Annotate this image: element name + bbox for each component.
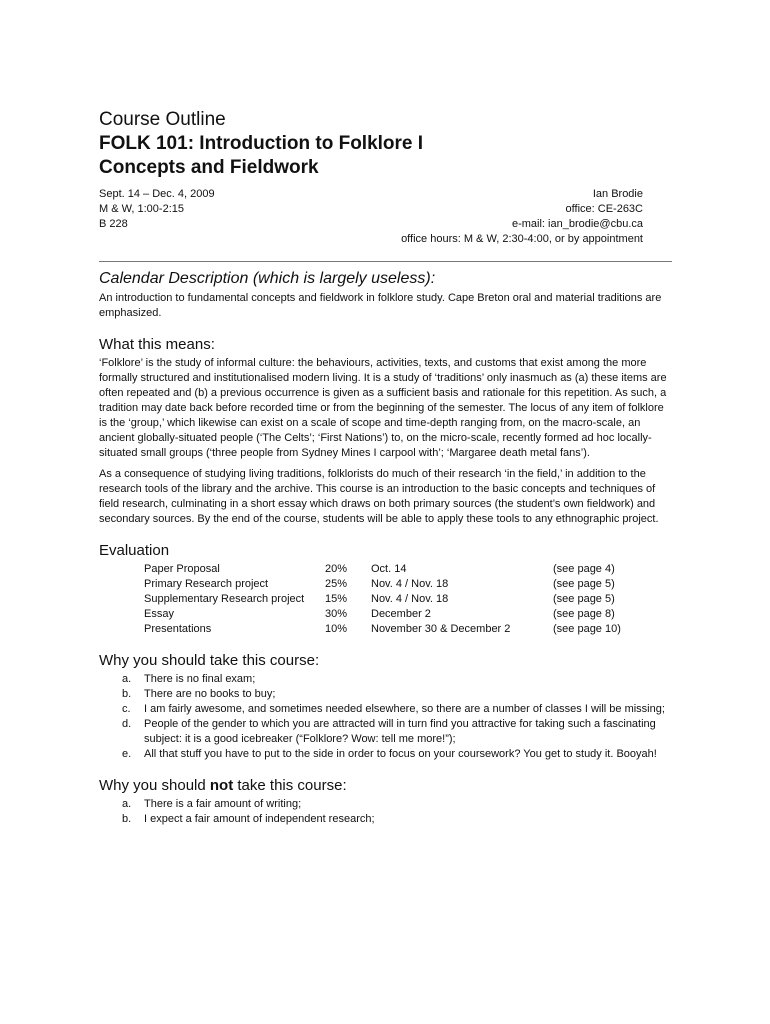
list-item — [99, 797, 672, 812]
eval-item: Primary Research project — [144, 578, 269, 590]
list-item — [99, 747, 672, 762]
instructor-block — [401, 187, 643, 247]
course-schedule: M & W, 1:00-2:15 — [99, 203, 184, 215]
instructor-email: e-mail: ian_brodie@cbu.ca — [511, 218, 643, 230]
list-item-label: a. — [122, 798, 132, 810]
eval-page-ref: (see page 5) — [553, 593, 615, 605]
list-item-text: I expect a fair amount of independent research; — [144, 813, 375, 825]
not-take-heading-pre: Why you should — [99, 777, 210, 794]
list-item — [99, 687, 672, 702]
list-item-label: c. — [122, 703, 131, 715]
course-dates: Sept. 14 – Dec. 4, 2009 — [99, 188, 215, 200]
means-paragraph-1: ‘Folklore’ is the study of informal culture: the behaviours, activities, texts, and customs that exist among the more formally structured and institutionalised modern living. It is a study of ‘traditions’ only inasmuch as (a) these items are often repeated and (b) a previous occurrence is given as a sufficient basis and rationale for this repetition. As such, a tradition may date back before recorded time or from the beginning of the semester. The locus of any item of folklore is the ‘group,’ which likewise can exist on a scale of scope and time-depth ranging from, on the macro-scale, an ancient globally-situated people (‘The Celts’; ‘First Nations’) to, on the micro-scale, recently formed ad hoc locally-situated small groups (‘three people from Sydney Mines I carpool with’; ‘Margaree death metal fans’). — [99, 357, 667, 459]
means-paragraph-2: As a consequence of studying living traditions, folklorists do much of their research ‘in the field,’ in addition to the research tools of the library and the archive. This course is an introduction to the basic concepts and techniques of field research, culminating in a short essay which draws on both primary sources (the student’s own fieldwork) and secondary sources. By the end of the course, students will be able to apply these tools to any ethnographic project. — [99, 468, 659, 525]
not-take-heading-emphasis: not — [209, 777, 234, 794]
calendar-description: An introduction to fundamental concepts and fieldwork in folklore study. Cape Breton oral and material traditions are emphasized. — [99, 292, 662, 319]
eval-date: December 2 — [371, 608, 431, 620]
eval-date: November 30 & December 2 — [371, 623, 511, 635]
eval-weight: 10% — [325, 623, 348, 635]
evaluation-heading: Evaluation — [99, 542, 170, 559]
table-row — [144, 577, 633, 592]
list-item-text: All that stuff you have to put to the side in order to focus on your coursework? You get to study it. Booyah! — [144, 748, 657, 760]
list-item — [99, 717, 672, 747]
eval-weight: 25% — [325, 578, 348, 590]
document-page — [99, 108, 672, 827]
not-take-heading-post: take this course: — [233, 777, 347, 794]
table-row — [144, 592, 633, 607]
course-title-line2: Concepts and Fieldwork — [99, 157, 319, 178]
eval-item: Supplementary Research project — [144, 593, 305, 605]
eval-weight: 30% — [325, 608, 348, 620]
eval-item: Paper Proposal — [144, 563, 220, 575]
instructor-office: office: CE-263C — [565, 203, 643, 215]
eval-date: Nov. 4 / Nov. 18 — [371, 593, 449, 605]
evaluation-table — [144, 562, 633, 637]
instructor-name: Ian Brodie — [592, 188, 643, 200]
list-item — [99, 702, 672, 717]
list-item-text: I am fairly awesome, and sometimes needed elsewhere, so there are a number of classes I will be missing; — [144, 703, 665, 715]
means-heading: What this means: — [99, 336, 215, 353]
course-meta — [99, 187, 672, 247]
eval-page-ref: (see page 4) — [553, 563, 615, 575]
eval-weight: 20% — [325, 563, 348, 575]
list-item-label: e. — [122, 748, 132, 760]
list-item-label: b. — [122, 813, 132, 825]
course-schedule-block — [99, 187, 215, 247]
not-take-reasons-list — [99, 797, 672, 827]
list-item-text: People of the gender to which you are attracted will in turn find you attractive for taking such a fascinating subject: it is a good icebreaker (“Folklore? Wow: tell me more!”); — [144, 718, 656, 745]
eval-date: Oct. 14 — [371, 563, 407, 575]
eval-item: Essay — [144, 608, 174, 620]
eval-item: Presentations — [144, 623, 212, 635]
table-row — [144, 622, 633, 637]
list-item-text: There is no final exam; — [144, 673, 256, 685]
list-item-text: There are no books to buy; — [144, 688, 276, 700]
take-reasons-list — [99, 672, 672, 762]
list-item-text: There is a fair amount of writing; — [144, 798, 302, 810]
eval-page-ref: (see page 10) — [553, 623, 621, 635]
list-item-label: b. — [122, 688, 132, 700]
eval-date: Nov. 4 / Nov. 18 — [371, 578, 449, 590]
eval-weight: 15% — [325, 593, 348, 605]
list-item — [99, 672, 672, 687]
eval-page-ref: (see page 8) — [553, 608, 615, 620]
list-item-label: a. — [122, 673, 132, 685]
course-room: B 228 — [99, 218, 128, 230]
calendar-heading: Calendar Description (which is largely useless): — [99, 270, 436, 287]
course-title-line1: FOLK 101: Introduction to Folklore I — [99, 133, 424, 154]
course-outline-label: Course Outline — [99, 109, 226, 130]
table-row — [144, 562, 633, 577]
take-heading: Why you should take this course: — [99, 652, 320, 669]
instructor-office-hours: office hours: M & W, 2:30-4:00, or by appointment — [401, 233, 643, 245]
section-divider — [99, 261, 672, 262]
list-item — [99, 812, 672, 827]
list-item-label: d. — [122, 718, 132, 730]
eval-page-ref: (see page 5) — [553, 578, 615, 590]
table-row — [144, 607, 633, 622]
not-take-heading — [99, 776, 672, 795]
